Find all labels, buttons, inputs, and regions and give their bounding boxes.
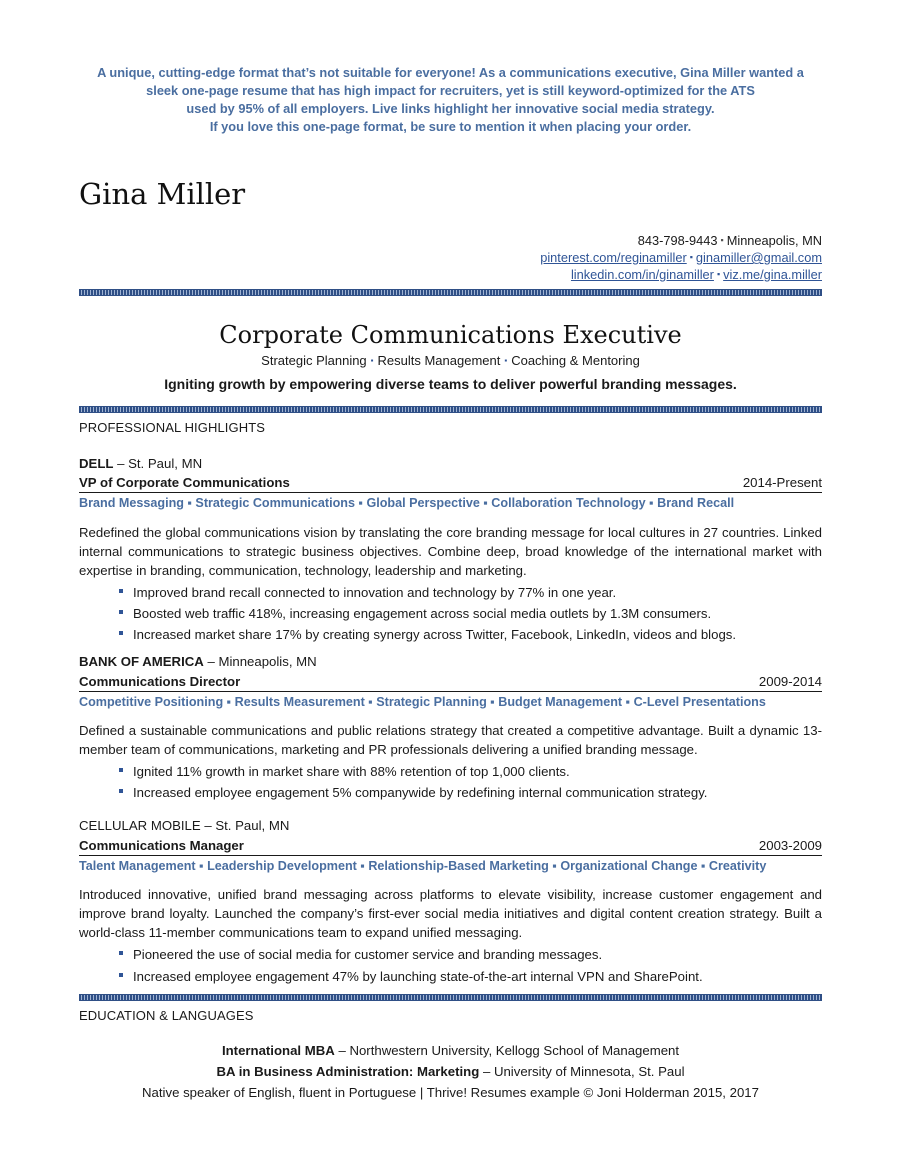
job-keywords: Competitive Positioning ▪ Results Measurement ▪ Strategic Planning ▪ Budget Management ▪ C-Level Presentations — [79, 694, 766, 709]
linkedin-link[interactable]: linkedin.com/in/ginamiller — [570, 267, 714, 282]
job-description: Introduced innovative, unified brand messaging across platforms to elevate visibility, increase customer engagement and improve brand loyalty. Launched the company’s first-ever social media initiatives and digital content creation strategy. Built a world-class 11-member communications team to expand unified messaging. — [79, 886, 822, 941]
job-description: Defined a sustainable communications and public relations strategy that created a competitive advantage. Built a dynamic 13-member team of communications, marketing and PR professionals delivering a unified branding message. — [79, 722, 822, 758]
job-title: Communications Director — [79, 673, 241, 689]
separator-icon: ▪ — [689, 252, 693, 262]
company-location: – Minneapolis, MN — [203, 654, 317, 670]
list-item — [117, 625, 822, 644]
school: – University of Minnesota, St. Paul — [479, 1063, 685, 1079]
achievement-text: Increased market share 17% by creating synergy across Twitter, Facebook, LinkedIn, videos and blogs. — [133, 627, 737, 643]
email-link[interactable]: ginamiller@gmail.com — [695, 250, 822, 265]
company-name: BANK OF AMERICA — [79, 654, 204, 670]
list-item — [117, 783, 822, 802]
skill: Results Management — [377, 353, 501, 368]
bullet-icon — [119, 951, 123, 955]
separator-icon: ▪ — [720, 235, 724, 245]
job-dates: 2003-2009 — [758, 837, 822, 853]
company-location: – St. Paul, MN — [113, 455, 203, 471]
contact-line-1 — [79, 232, 822, 249]
job-dates: 2009-2014 — [758, 673, 822, 689]
achievement-list — [79, 945, 822, 985]
skill: Coaching & Mentoring — [511, 353, 640, 368]
divider — [79, 289, 822, 296]
degree: International MBA — [221, 1042, 335, 1058]
job-title-row — [79, 836, 822, 856]
list-item — [117, 762, 822, 781]
resume-page — [79, 0, 822, 1103]
achievement-text: Ignited 11% growth in market share with 88% retention of top 1,000 clients. — [133, 764, 570, 780]
education-line — [79, 1061, 822, 1082]
company-name: CELLULAR MOBILE — [79, 818, 201, 834]
headline-title: Corporate Communications Executive — [219, 321, 682, 349]
list-item — [117, 967, 822, 986]
bullet-icon — [119, 768, 123, 772]
section-title-highlights: PROFESSIONAL HIGHLIGHTS — [79, 420, 266, 436]
tagline: Igniting growth by empowering diverse teams to deliver powerful branding messages. — [164, 375, 737, 392]
job-title-row — [79, 672, 822, 692]
company-location: – St. Paul, MN — [200, 818, 290, 834]
company-name: DELL — [79, 455, 114, 471]
achievement-list — [79, 762, 822, 802]
achievement-list — [79, 583, 822, 644]
job-title: VP of Corporate Communications — [79, 475, 290, 491]
contact-line-2 — [79, 249, 822, 266]
contact-line-3 — [79, 266, 822, 283]
phone: 843-798-9443 — [637, 233, 718, 248]
achievement-text: Improved brand recall connected to innovation and technology by 77% in one year. — [133, 584, 617, 600]
achievement-text: Pioneered the use of social media for customer service and branding messages. — [133, 947, 603, 963]
intro-note — [79, 64, 822, 136]
job-title: Communications Manager — [79, 837, 244, 853]
intro-line: A unique, cutting-edge format that’s not suitable for everyone! As a communications executive, Gina Miller wanted a — [97, 65, 804, 80]
list-item — [117, 583, 822, 602]
job-keywords: Talent Management ▪ Leadership Development ▪ Relationship-Based Marketing ▪ Organizational Change ▪ Creativity — [79, 858, 767, 873]
languages-line: Native speaker of English, fluent in Portuguese | Thrive! Resumes example © Joni Holderman 2015, 2017 — [142, 1084, 759, 1100]
job-title-row — [79, 473, 822, 493]
separator-icon: ▪ — [716, 269, 721, 279]
bullet-icon — [119, 973, 123, 977]
company-line — [79, 816, 822, 835]
skills-line — [79, 352, 822, 371]
job-keywords: Brand Messaging ▪ Strategic Communications ▪ Global Perspective ▪ Collaboration Technology ▪ Brand Recall — [79, 496, 735, 511]
job-entry — [79, 454, 822, 644]
location: Minneapolis, MN — [726, 233, 822, 248]
divider — [79, 994, 822, 1001]
section-title-education: EDUCATION & LANGUAGES — [79, 1007, 254, 1023]
education-line — [79, 1040, 822, 1061]
intro-line: sleek one-page resume that has high impact for recruiters, yet is still keyword-optimized for the ATS — [146, 83, 755, 98]
skill: Strategic Planning — [261, 353, 367, 368]
vizme-link[interactable]: viz.me/gina.miller — [723, 267, 822, 282]
achievement-text: Increased employee engagement 47% by launching state-of-the-art internal VPN and SharePoint. — [133, 968, 703, 984]
intro-line: used by 95% of all employers. Live links highlight her innovative social media strategy. — [186, 101, 715, 116]
bullet-icon — [119, 789, 123, 793]
job-entry — [79, 816, 822, 985]
company-line — [79, 454, 822, 473]
list-item — [117, 604, 822, 623]
list-item — [117, 945, 822, 964]
pinterest-link[interactable]: pinterest.com/reginamiller — [540, 250, 687, 265]
education-block — [79, 1040, 822, 1103]
bullet-icon — [119, 589, 123, 593]
job-entry — [79, 652, 822, 802]
separator-icon: ▪ — [370, 356, 374, 365]
job-description: Redefined the global communications vision by translating the core branding message for local cultures in 27 countries. Linked internal communications to strategic business objectives. Combine deep, broad knowledge of the international market with expertise in branding, communication, technology, leadership and marketing. — [79, 524, 822, 578]
bullet-icon — [119, 610, 123, 614]
separator-icon: ▪ — [504, 356, 508, 365]
school: – Northwestern University, Kellogg School of Management — [334, 1042, 680, 1058]
divider — [79, 406, 822, 413]
achievement-text: Boosted web traffic 418%, increasing engagement across social media outlets by 1.3M consumers. — [133, 606, 712, 622]
intro-line: If you love this one-page format, be sure to mention it when placing your order. — [209, 119, 692, 134]
contact-block — [79, 232, 822, 283]
achievement-text: Increased employee engagement 5% companywide by redefining internal communication strategy. — [133, 785, 708, 801]
degree: BA in Business Administration: Marketing — [216, 1063, 480, 1079]
company-line — [79, 652, 822, 671]
bullet-icon — [119, 631, 123, 635]
candidate-name: Gina Miller — [79, 177, 246, 211]
job-dates: 2014-Present — [742, 475, 822, 491]
